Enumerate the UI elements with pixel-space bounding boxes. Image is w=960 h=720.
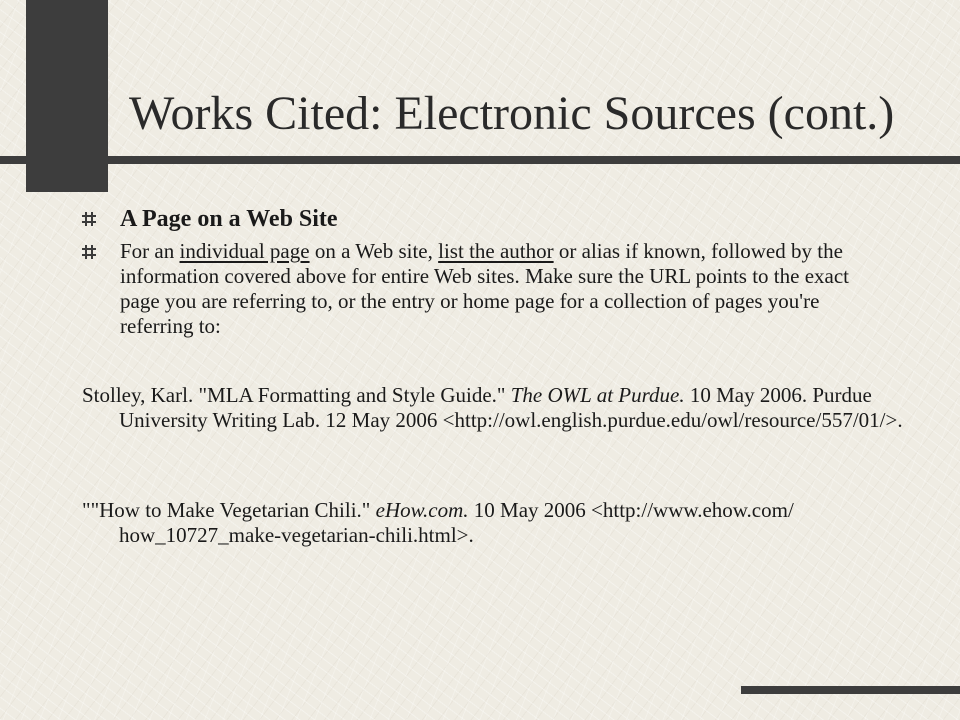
slide-title: Works Cited: Electronic Sources (cont.) [129,87,895,140]
bullet-item-body [82,239,872,339]
body-text-part: on a Web site, [309,239,439,263]
citation-text: ""How to Make Vegetarian Chili." [82,498,376,522]
citation-entry [82,498,919,548]
citation-text: Stolley, Karl. "MLA Formatting and Style Guide." [82,383,511,407]
citation-source-title: eHow.com. [375,498,469,522]
footer-accent-bar [741,686,960,694]
bullet-item-heading [82,205,872,233]
body-text-part: or alias if known, followed by the information covered above for entire Web sites. Make sure the URL points to the exact page you are referring to, or the entry or home page for a collection of pages you're referring to: [120,239,850,338]
bullet-list [82,205,872,339]
body-text-part: For an [120,239,180,263]
hash-bullet-icon [82,212,96,226]
citation-text: 10 May 2006 <http://www.ehow.com/ how_10727_make-vegetarian-chili.html>. [119,498,794,547]
citation-text: 10 May 2006. Purdue University Writing Lab. 12 May 2006 <http://owl.english.purdue.edu/owl/resource/557/01/>. [119,383,903,432]
hash-bullet-icon [82,245,96,259]
underlined-phrase-list-author: list the author [438,239,554,263]
citation-entry [82,383,919,433]
underlined-phrase-individual-page: individual page [179,239,310,263]
bullet-heading-text: A Page on a Web Site [120,206,338,232]
citation-source-title: The OWL at Purdue. [510,383,685,407]
title-underline-bar [0,156,960,164]
